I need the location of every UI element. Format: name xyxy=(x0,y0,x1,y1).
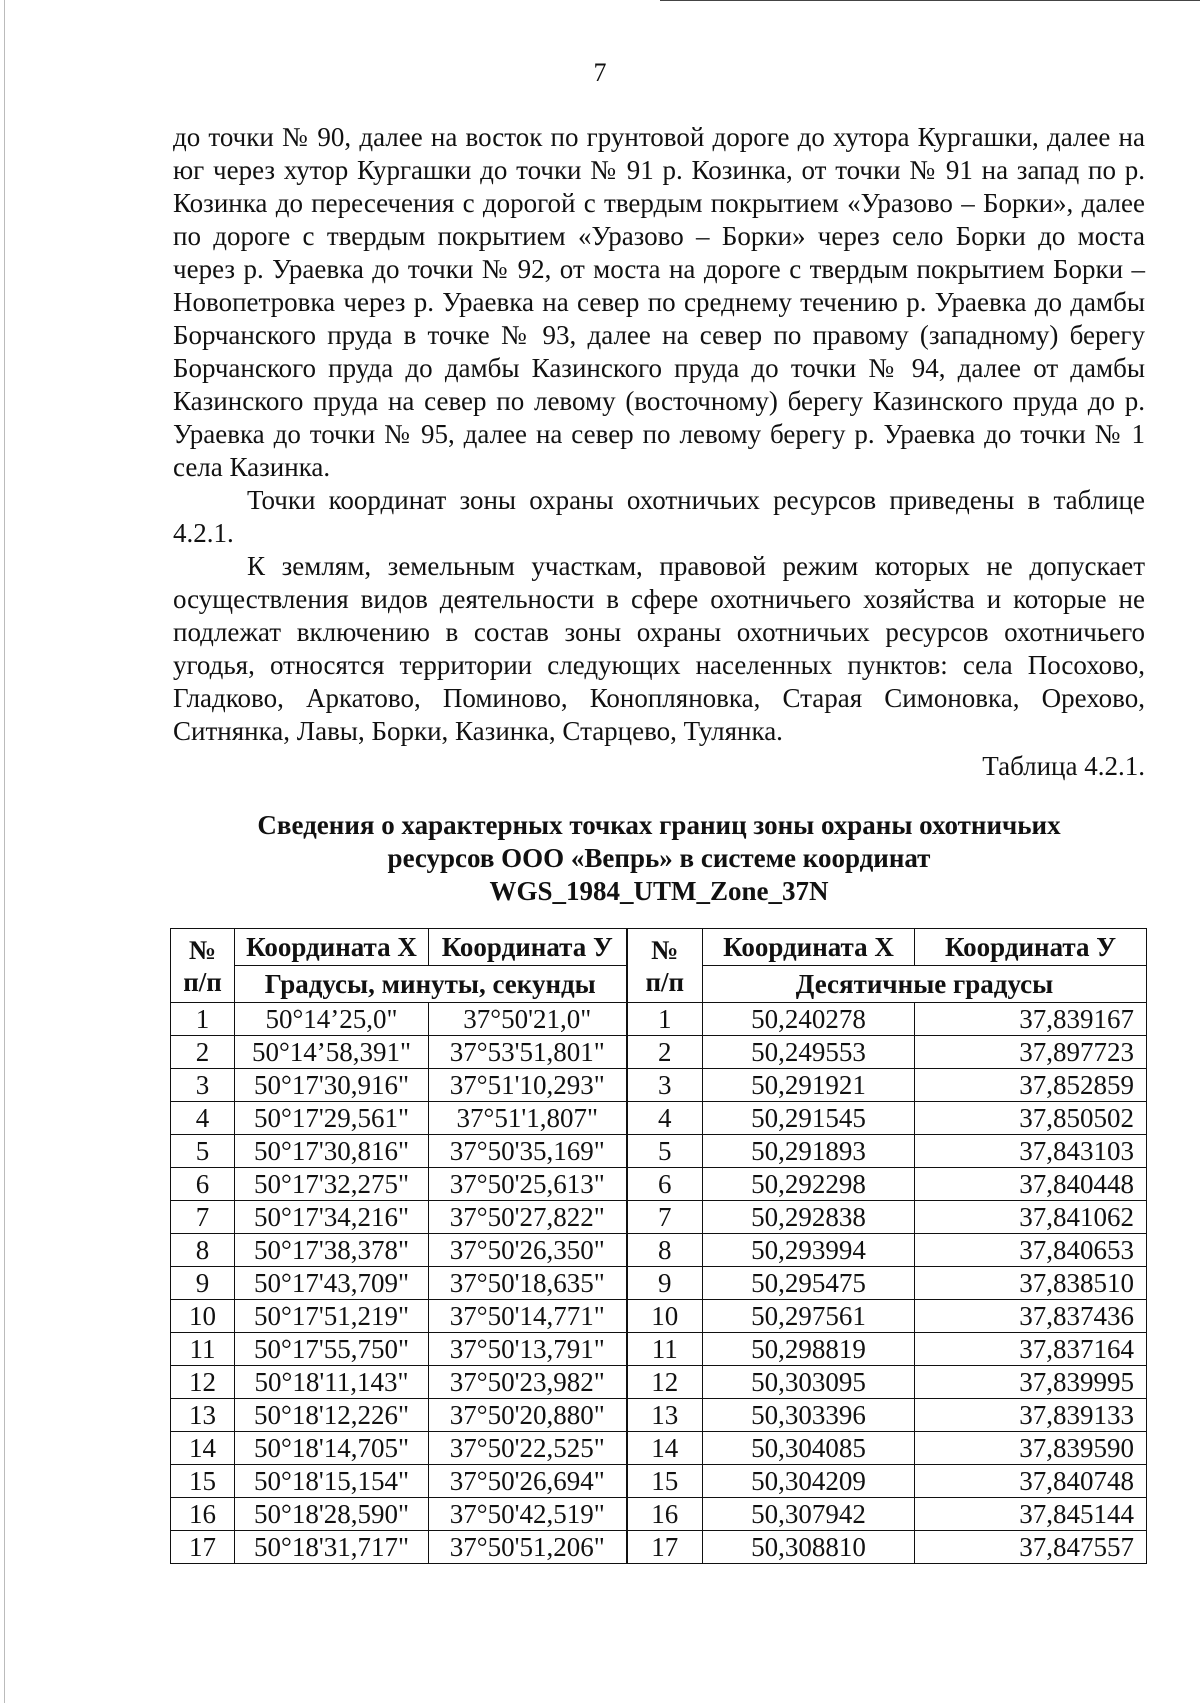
cell-y-dms: 37°50'27,822" xyxy=(429,1201,627,1234)
cell-y-dms: 37°50'35,169" xyxy=(429,1135,627,1168)
table-row xyxy=(171,1267,1147,1300)
cell-y-dms: 37°51'1,807" xyxy=(429,1102,627,1135)
coordinates-table xyxy=(170,928,1147,1564)
cell-x-dms: 50°18'12,226" xyxy=(235,1399,429,1432)
table-row xyxy=(171,1399,1147,1432)
cell-y-decimal: 37,837436 xyxy=(915,1300,1147,1333)
table-row xyxy=(171,1366,1147,1399)
cell-num-dms: 13 xyxy=(171,1399,235,1432)
cell-y-dms: 37°53'51,801" xyxy=(429,1036,627,1069)
cell-x-dms: 50°18'11,143" xyxy=(235,1366,429,1399)
table-row xyxy=(171,1036,1147,1069)
table-title-line: WGS_1984_UTM_Zone_37N xyxy=(489,876,829,906)
header-coord-y-decimal: Координата У xyxy=(915,929,1147,966)
cell-x-dms: 50°17'29,561" xyxy=(235,1102,429,1135)
cell-num-dms: 1 xyxy=(171,1003,235,1036)
cell-y-decimal: 37,839590 xyxy=(915,1432,1147,1465)
table-row xyxy=(171,1432,1147,1465)
cell-x-decimal: 50,291545 xyxy=(703,1102,915,1135)
cell-y-decimal: 37,839133 xyxy=(915,1399,1147,1432)
table-row xyxy=(171,1531,1147,1564)
table-row xyxy=(171,1234,1147,1267)
cell-y-decimal: 37,839167 xyxy=(915,1003,1147,1036)
cell-y-decimal: 37,840448 xyxy=(915,1168,1147,1201)
cell-x-decimal: 50,292838 xyxy=(703,1201,915,1234)
body-text xyxy=(173,121,1145,748)
cell-num-decimal: 1 xyxy=(627,1003,703,1036)
table-row xyxy=(171,1135,1147,1168)
cell-x-dms: 50°17'43,709" xyxy=(235,1267,429,1300)
header-decimal-label: Десятичные градусы xyxy=(703,966,1147,1003)
scan-edge-top xyxy=(660,0,1200,1)
cell-x-dms: 50°17'34,216" xyxy=(235,1201,429,1234)
cell-num-decimal: 16 xyxy=(627,1498,703,1531)
table-row xyxy=(171,1201,1147,1234)
cell-x-dms: 50°18'14,705" xyxy=(235,1432,429,1465)
paragraph: Точки координат зоны охраны охотничьих ресурсов приведены в таблице 4.2.1. xyxy=(173,485,1145,548)
cell-num-dms: 12 xyxy=(171,1366,235,1399)
table-row xyxy=(171,1300,1147,1333)
cell-x-dms: 50°17'55,750" xyxy=(235,1333,429,1366)
cell-num-dms: 10 xyxy=(171,1300,235,1333)
cell-y-dms: 37°50'23,982" xyxy=(429,1366,627,1399)
cell-num-dms: 4 xyxy=(171,1102,235,1135)
cell-x-dms: 50°14’58,391" xyxy=(235,1036,429,1069)
cell-y-dms: 37°50'51,206" xyxy=(429,1531,627,1564)
paragraph: К землям, земельным участкам, правовой режим которых не допускает осуществления видов деятельности в сфере охотничьего хозяйства и которые не подлежат включению в состав зоны охраны охотничьих ресурсов охотничьего угодья, относятся территории следующих населенных пунктов: села Посохово, Гладково, Аркатово, Поминово, Конопляновка, Старая Симоновка, Орехово, Ситнянка, Лавы, Борки, Казинка, Старцево, Тулянка. xyxy=(173,551,1145,746)
cell-x-dms: 50°18'28,590" xyxy=(235,1498,429,1531)
header-num-abbrev: п/п xyxy=(645,966,685,997)
cell-x-dms: 50°17'38,378" xyxy=(235,1234,429,1267)
cell-x-dms: 50°17'51,219" xyxy=(235,1300,429,1333)
header-num-symbol: № xyxy=(651,934,679,965)
table-row xyxy=(171,1333,1147,1366)
cell-num-decimal: 17 xyxy=(627,1531,703,1564)
cell-num-decimal: 8 xyxy=(627,1234,703,1267)
cell-num-dms: 16 xyxy=(171,1498,235,1531)
cell-num-decimal: 6 xyxy=(627,1168,703,1201)
cell-y-decimal: 37,852859 xyxy=(915,1069,1147,1102)
cell-x-decimal: 50,303095 xyxy=(703,1366,915,1399)
header-num-dms xyxy=(171,929,235,1003)
cell-num-decimal: 14 xyxy=(627,1432,703,1465)
header-coord-y-dms: Координата У xyxy=(429,929,627,966)
cell-num-decimal: 13 xyxy=(627,1399,703,1432)
cell-num-decimal: 9 xyxy=(627,1267,703,1300)
table-row xyxy=(171,1003,1147,1036)
cell-num-dms: 11 xyxy=(171,1333,235,1366)
cell-y-decimal: 37,850502 xyxy=(915,1102,1147,1135)
cell-num-dms: 6 xyxy=(171,1168,235,1201)
cell-y-dms: 37°50'14,771" xyxy=(429,1300,627,1333)
cell-y-decimal: 37,837164 xyxy=(915,1333,1147,1366)
cell-x-dms: 50°17'32,275" xyxy=(235,1168,429,1201)
cell-y-dms: 37°50'22,525" xyxy=(429,1432,627,1465)
table-row xyxy=(171,1465,1147,1498)
cell-x-decimal: 50,292298 xyxy=(703,1168,915,1201)
cell-num-decimal: 4 xyxy=(627,1102,703,1135)
cell-num-decimal: 5 xyxy=(627,1135,703,1168)
cell-x-dms: 50°18'31,717" xyxy=(235,1531,429,1564)
cell-x-decimal: 50,298819 xyxy=(703,1333,915,1366)
cell-x-decimal: 50,295475 xyxy=(703,1267,915,1300)
header-num-decimal xyxy=(627,929,703,1003)
header-coord-x-decimal: Координата X xyxy=(703,929,915,966)
table-row xyxy=(171,1498,1147,1531)
table-caption: Таблица 4.2.1. xyxy=(982,751,1145,781)
scan-edge-left xyxy=(4,0,5,1703)
cell-y-decimal: 37,847557 xyxy=(915,1531,1147,1564)
cell-y-dms: 37°50'26,350" xyxy=(429,1234,627,1267)
cell-y-dms: 37°50'13,791" xyxy=(429,1333,627,1366)
cell-x-decimal: 50,291921 xyxy=(703,1069,915,1102)
cell-num-decimal: 3 xyxy=(627,1069,703,1102)
page-number: 7 xyxy=(593,58,607,87)
coordinates-table-body xyxy=(171,1003,1147,1564)
cell-y-dms: 37°51'10,293" xyxy=(429,1069,627,1102)
cell-x-decimal: 50,240278 xyxy=(703,1003,915,1036)
cell-y-dms: 37°50'18,635" xyxy=(429,1267,627,1300)
cell-y-decimal: 37,840748 xyxy=(915,1465,1147,1498)
cell-x-decimal: 50,293994 xyxy=(703,1234,915,1267)
cell-x-decimal: 50,297561 xyxy=(703,1300,915,1333)
cell-num-decimal: 2 xyxy=(627,1036,703,1069)
cell-num-dms: 3 xyxy=(171,1069,235,1102)
cell-num-dms: 9 xyxy=(171,1267,235,1300)
header-num-symbol: № xyxy=(188,934,217,965)
cell-y-decimal: 37,897723 xyxy=(915,1036,1147,1069)
header-dms-label: Градусы, минуты, секунды xyxy=(235,966,627,1003)
cell-num-dms: 17 xyxy=(171,1531,235,1564)
cell-x-decimal: 50,307942 xyxy=(703,1498,915,1531)
cell-x-decimal: 50,304209 xyxy=(703,1465,915,1498)
cell-y-dms: 37°50'42,519" xyxy=(429,1498,627,1531)
cell-y-decimal: 37,840653 xyxy=(915,1234,1147,1267)
cell-num-decimal: 11 xyxy=(627,1333,703,1366)
table-title xyxy=(173,809,1145,908)
table-title-line: Сведения о характерных точках границ зоны охраны охотничьих xyxy=(257,810,1061,840)
cell-y-decimal: 37,841062 xyxy=(915,1201,1147,1234)
cell-y-dms: 37°50'25,613" xyxy=(429,1168,627,1201)
cell-num-decimal: 12 xyxy=(627,1366,703,1399)
cell-x-decimal: 50,304085 xyxy=(703,1432,915,1465)
cell-x-decimal: 50,303396 xyxy=(703,1399,915,1432)
cell-num-dms: 7 xyxy=(171,1201,235,1234)
cell-x-dms: 50°17'30,916" xyxy=(235,1069,429,1102)
cell-num-decimal: 7 xyxy=(627,1201,703,1234)
table-title-line: ресурсов ООО «Вепрь» в системе координат xyxy=(387,843,931,873)
header-num-abbrev: п/п xyxy=(183,966,222,997)
cell-num-decimal: 15 xyxy=(627,1465,703,1498)
paragraph: до точки № 90, далее на восток по грунтовой дороге до хутора Кургашки, далее на юг через хутор Кургашки до точки № 91 р. Козинка, от точки № 91 на запад по р. Козинка до пересечения с дорогой с твердым покрытием «Уразово – Борки», далее по дороге с твердым покрытием «Уразово – Борки» через село Борки до моста через р. Ураевка до точки № 92, от моста на дороге с твердым покрытием Борки – Новопетровка через р. Ураевка на север по среднему течению р. Ураевка до дамбы Борчанского пруда в точке № 93, далее на север по правому (западному) берегу Борчанского пруда до дамбы Казинского пруда до точки № 94, далее от дамбы Казинского пруда на север по левому (восточному) берегу Казинского пруда до р. Ураевка до точки № 95, далее на север по левому берегу р. Ураевка до точки № 1 села Казинка. xyxy=(173,122,1145,482)
cell-y-dms: 37°50'26,694" xyxy=(429,1465,627,1498)
cell-num-dms: 5 xyxy=(171,1135,235,1168)
table-row xyxy=(171,1102,1147,1135)
header-coord-x-dms: Координата X xyxy=(235,929,429,966)
cell-num-dms: 8 xyxy=(171,1234,235,1267)
cell-y-decimal: 37,839995 xyxy=(915,1366,1147,1399)
cell-y-decimal: 37,838510 xyxy=(915,1267,1147,1300)
cell-y-decimal: 37,845144 xyxy=(915,1498,1147,1531)
cell-x-decimal: 50,249553 xyxy=(703,1036,915,1069)
cell-num-dms: 14 xyxy=(171,1432,235,1465)
cell-x-decimal: 50,291893 xyxy=(703,1135,915,1168)
table-row xyxy=(171,1168,1147,1201)
cell-x-dms: 50°17'30,816" xyxy=(235,1135,429,1168)
cell-y-decimal: 37,843103 xyxy=(915,1135,1147,1168)
cell-num-dms: 15 xyxy=(171,1465,235,1498)
cell-x-decimal: 50,308810 xyxy=(703,1531,915,1564)
cell-y-dms: 37°50'21,0" xyxy=(429,1003,627,1036)
table-row xyxy=(171,1069,1147,1102)
cell-y-dms: 37°50'20,880" xyxy=(429,1399,627,1432)
cell-x-dms: 50°14’25,0" xyxy=(235,1003,429,1036)
cell-num-dms: 2 xyxy=(171,1036,235,1069)
table-header-row xyxy=(171,929,1147,966)
cell-x-dms: 50°18'15,154" xyxy=(235,1465,429,1498)
cell-num-decimal: 10 xyxy=(627,1300,703,1333)
